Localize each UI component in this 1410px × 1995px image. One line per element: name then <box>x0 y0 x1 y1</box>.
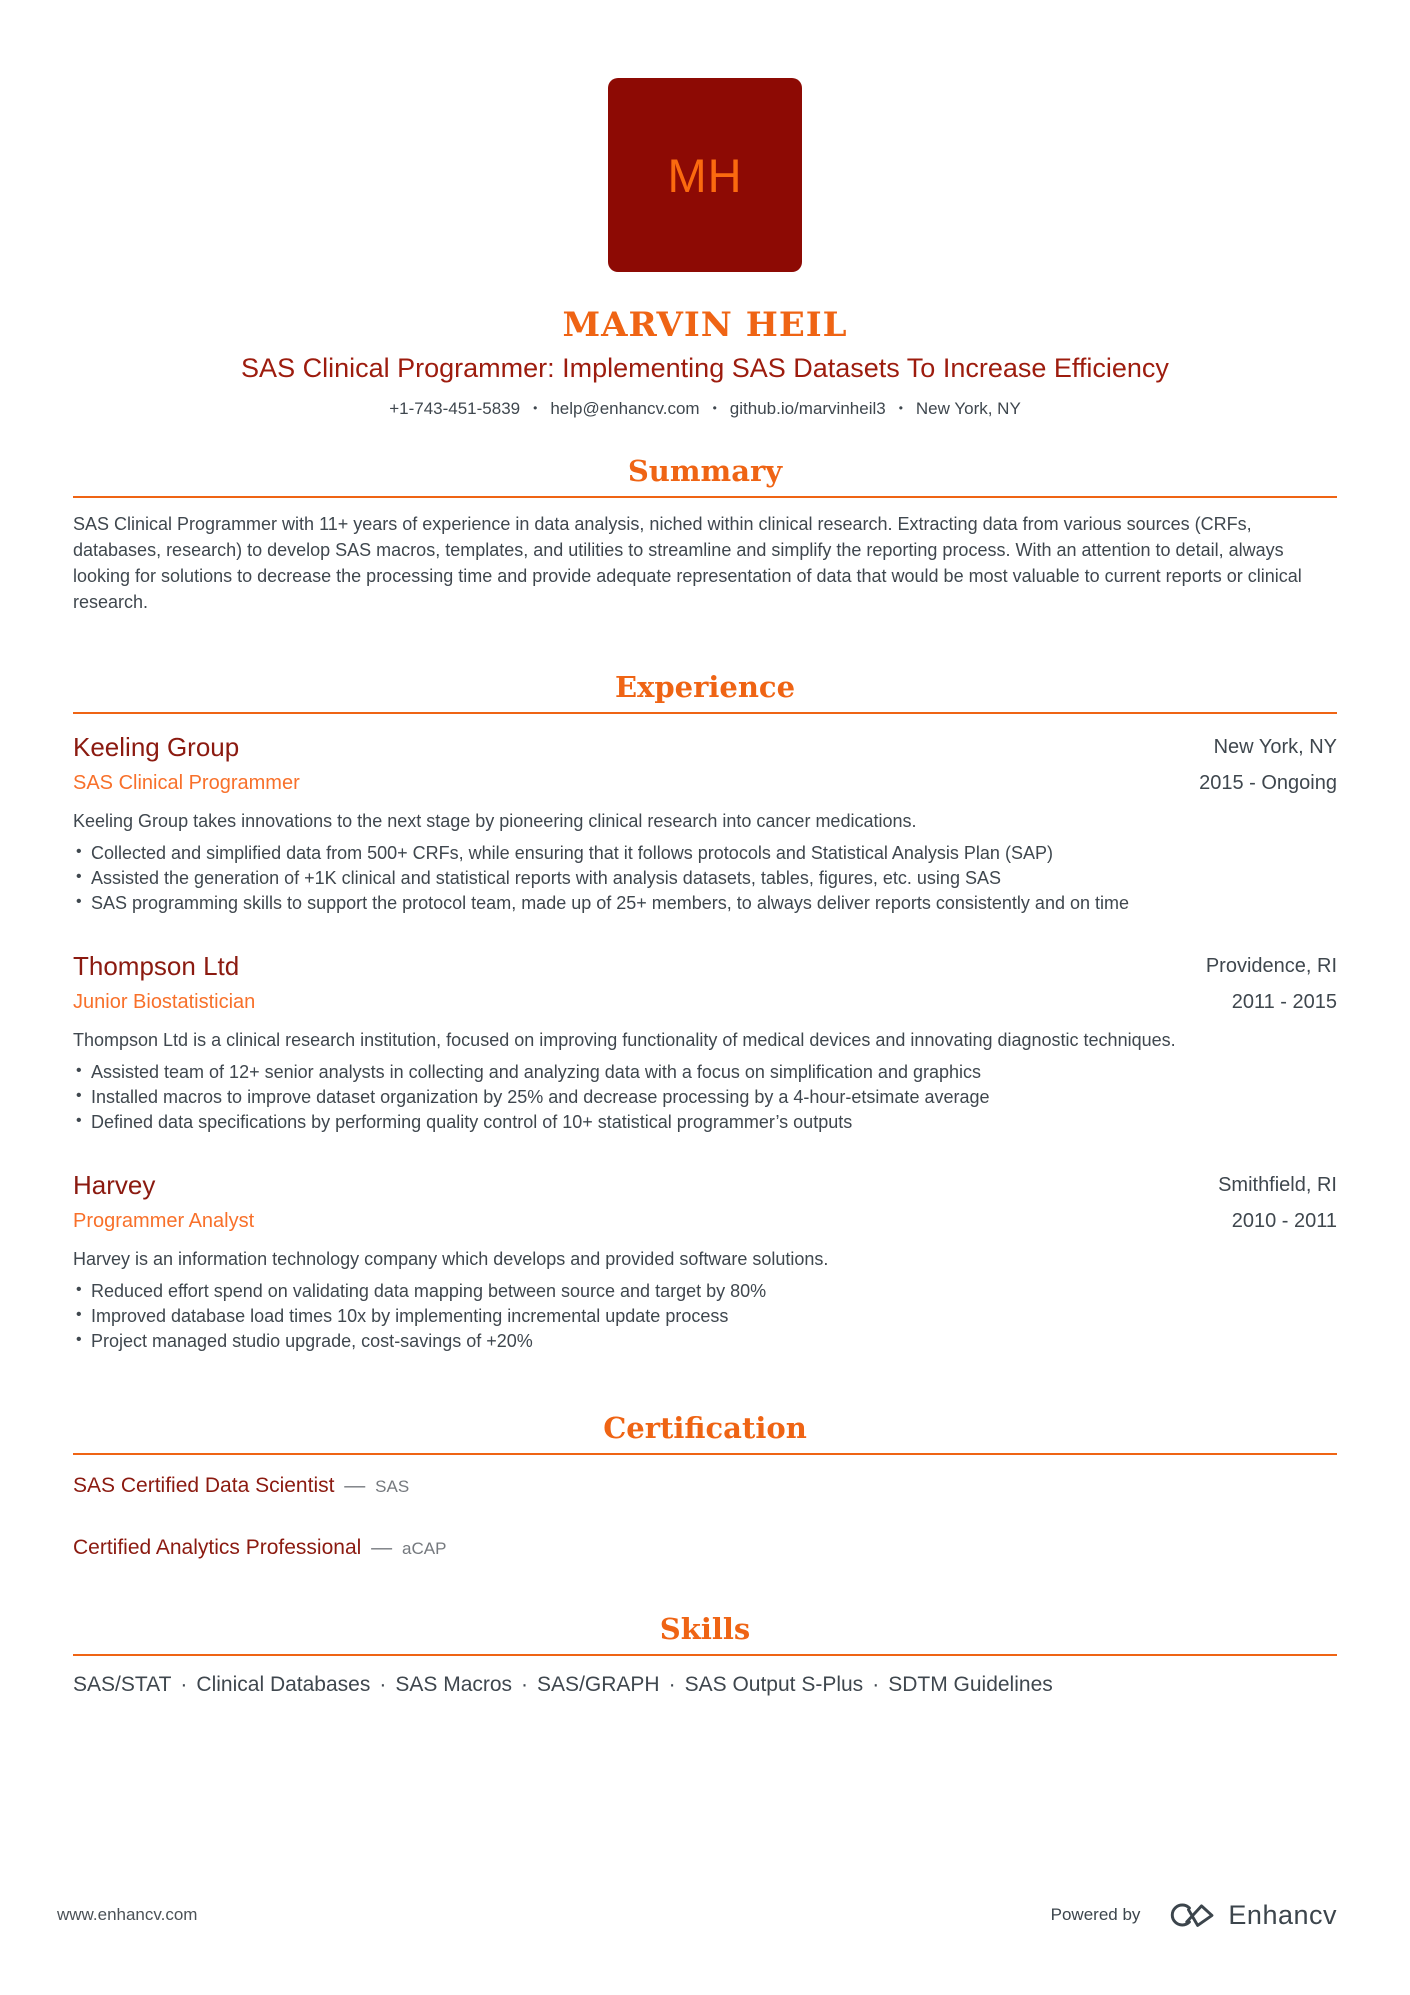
skill-item: SAS Macros <box>395 1673 513 1696</box>
certification-separator: — <box>344 1474 366 1497</box>
experience-entry-header <box>73 731 1337 796</box>
company-description: Harvey is an information technology company which develops and provided software solutions. <box>73 1249 829 1269</box>
experience-divider <box>73 712 1337 714</box>
skill-item: Clinical Databases <box>196 1673 371 1696</box>
company-name: Keeling Group <box>73 732 240 762</box>
section-certification <box>0 1410 1410 1563</box>
footer-site-link[interactable]: www.enhancv.com <box>57 1905 198 1924</box>
avatar <box>608 78 802 272</box>
experience-entry <box>73 950 1337 1135</box>
contact-separator: • <box>533 401 538 415</box>
headline: SAS Clinical Programmer: Implementing SAS Datasets To Increase Efficiency <box>241 353 1169 383</box>
bullet-item: • Reduced effort spend on validating data mapping between source and target by 80% <box>73 1279 1337 1304</box>
bullet-item: • Project managed studio upgrade, cost-savings of +20% <box>73 1329 1337 1354</box>
job-dates: 2011 - 2015 <box>1231 991 1337 1013</box>
summary-text: SAS Clinical Programmer with 11+ years of experience in data analysis, niched within clinical research. Extracting data from various sources (CRFs, databases, research) to develop SAS macros, templates, and utilities to streamline and simplify the reporting process. With an attention to detail, always looking for solutions to decrease the processing time and provide adequate representation of data that would be most valuable to current reports or clinical research. <box>73 514 1302 612</box>
footer <box>57 1898 1337 1932</box>
enhancv-logo[interactable] <box>1166 1898 1337 1932</box>
certification-issuer: aCAP <box>402 1539 447 1558</box>
experience-entry-header <box>73 1169 1337 1234</box>
experience-entry-left <box>73 1169 254 1234</box>
certification-name: Certified Analytics Professional <box>73 1536 362 1559</box>
skill-separator: · <box>379 1673 387 1696</box>
skill-separator: · <box>668 1673 676 1696</box>
job-location: New York, NY <box>1213 736 1337 758</box>
contact-phone[interactable]: +1-743-451-5839 <box>389 399 521 418</box>
enhancv-brand: Enhancv <box>1228 1899 1337 1930</box>
experience-entry-meta <box>1206 950 1337 1015</box>
certification-divider <box>73 1453 1337 1455</box>
skills-heading: Skills <box>659 1612 751 1646</box>
job-dates: 2010 - 2011 <box>1231 1210 1337 1232</box>
contact-email[interactable]: help@enhancv.com <box>550 399 700 418</box>
contact-separator: • <box>712 401 717 415</box>
bullet-item: • Installed macros to improve dataset organization by 25% and decrease processing by a 4-hour-etsimate average <box>73 1085 1337 1110</box>
bullet-item: • Collected and simplified data from 500+ CRFs, while ensuring that it follows protocols and Statistical Analysis Plan (SAP) <box>73 841 1337 866</box>
certification-item <box>73 1472 1337 1501</box>
experience-heading: Experience <box>614 670 796 704</box>
enhancv-infinity-icon <box>1166 1898 1218 1932</box>
section-summary <box>0 453 1410 615</box>
experience-entry-left <box>73 731 300 796</box>
skill-item: SAS/STAT <box>73 1673 172 1696</box>
skills-divider <box>73 1654 1337 1656</box>
job-bullets <box>73 841 1337 916</box>
powered-by-label: Powered by <box>1050 1905 1141 1924</box>
company-description: Keeling Group takes innovations to the next stage by pioneering clinical research into cancer medications. <box>73 811 917 831</box>
experience-entry-meta <box>1218 1169 1337 1234</box>
bullet-item: • SAS programming skills to support the protocol team, made up of 25+ members, to always deliver reports consistently and on time <box>73 891 1337 916</box>
footer-branding <box>1051 1898 1337 1932</box>
certification-heading: Certification <box>603 1411 807 1445</box>
bullet-item: • Defined data specifications by performing quality control of 10+ statistical programmer’s outputs <box>73 1110 1337 1135</box>
avatar-initials: MH <box>667 148 743 202</box>
experience-entry-header <box>73 950 1337 1015</box>
certification-name: SAS Certified Data Scientist <box>73 1474 335 1497</box>
certification-item <box>73 1534 1337 1563</box>
summary-divider <box>73 496 1337 498</box>
contact-line <box>0 397 1410 420</box>
job-role: Programmer Analyst <box>73 1210 255 1232</box>
contact-location: New York, NY <box>915 399 1021 418</box>
experience-entry-left <box>73 950 255 1015</box>
bullet-item: • Improved database load times 10x by implementing incremental update process <box>73 1304 1337 1329</box>
section-skills <box>0 1611 1410 1699</box>
skill-item: SDTM Guidelines <box>888 1673 1053 1696</box>
job-role: Junior Biostatistician <box>73 991 256 1013</box>
summary-heading: Summary <box>627 454 783 488</box>
job-location: Providence, RI <box>1205 955 1337 977</box>
skill-separator: · <box>872 1673 880 1696</box>
company-name: Harvey <box>73 1170 156 1200</box>
certification-separator: — <box>371 1536 393 1559</box>
bullet-item: • Assisted the generation of +1K clinical and statistical reports with analysis datasets, tables, figures, etc. using SAS <box>73 866 1337 891</box>
skill-item: SAS/GRAPH <box>537 1673 660 1696</box>
job-dates: 2015 - Ongoing <box>1199 772 1337 794</box>
company-description: Thompson Ltd is a clinical research institution, focused on improving functionality of medical devices and innovating diagnostic techniques. <box>73 1030 1176 1050</box>
skill-separator: · <box>521 1673 529 1696</box>
skill-item: SAS Output S-Plus <box>684 1673 864 1696</box>
experience-entry <box>73 1169 1337 1354</box>
bullet-item: • Assisted team of 12+ senior analysts in collecting and analyzing data with a focus on simplification and graphics <box>73 1060 1337 1085</box>
experience-entry-meta <box>1199 731 1337 796</box>
job-bullets <box>73 1060 1337 1135</box>
resume-header <box>0 0 1410 420</box>
job-role: SAS Clinical Programmer <box>73 772 300 794</box>
job-bullets <box>73 1279 1337 1354</box>
experience-entry <box>73 731 1337 916</box>
skill-separator: · <box>180 1673 188 1696</box>
skills-line <box>73 1671 1337 1699</box>
section-experience <box>0 669 1410 1354</box>
candidate-name: MARVIN HEIL <box>562 305 848 345</box>
contact-github[interactable]: github.io/marvinheil3 <box>729 399 886 418</box>
job-location: Smithfield, RI <box>1218 1174 1337 1196</box>
certification-issuer: SAS <box>375 1477 410 1496</box>
company-name: Thompson Ltd <box>73 951 240 981</box>
contact-separator: • <box>898 401 903 415</box>
